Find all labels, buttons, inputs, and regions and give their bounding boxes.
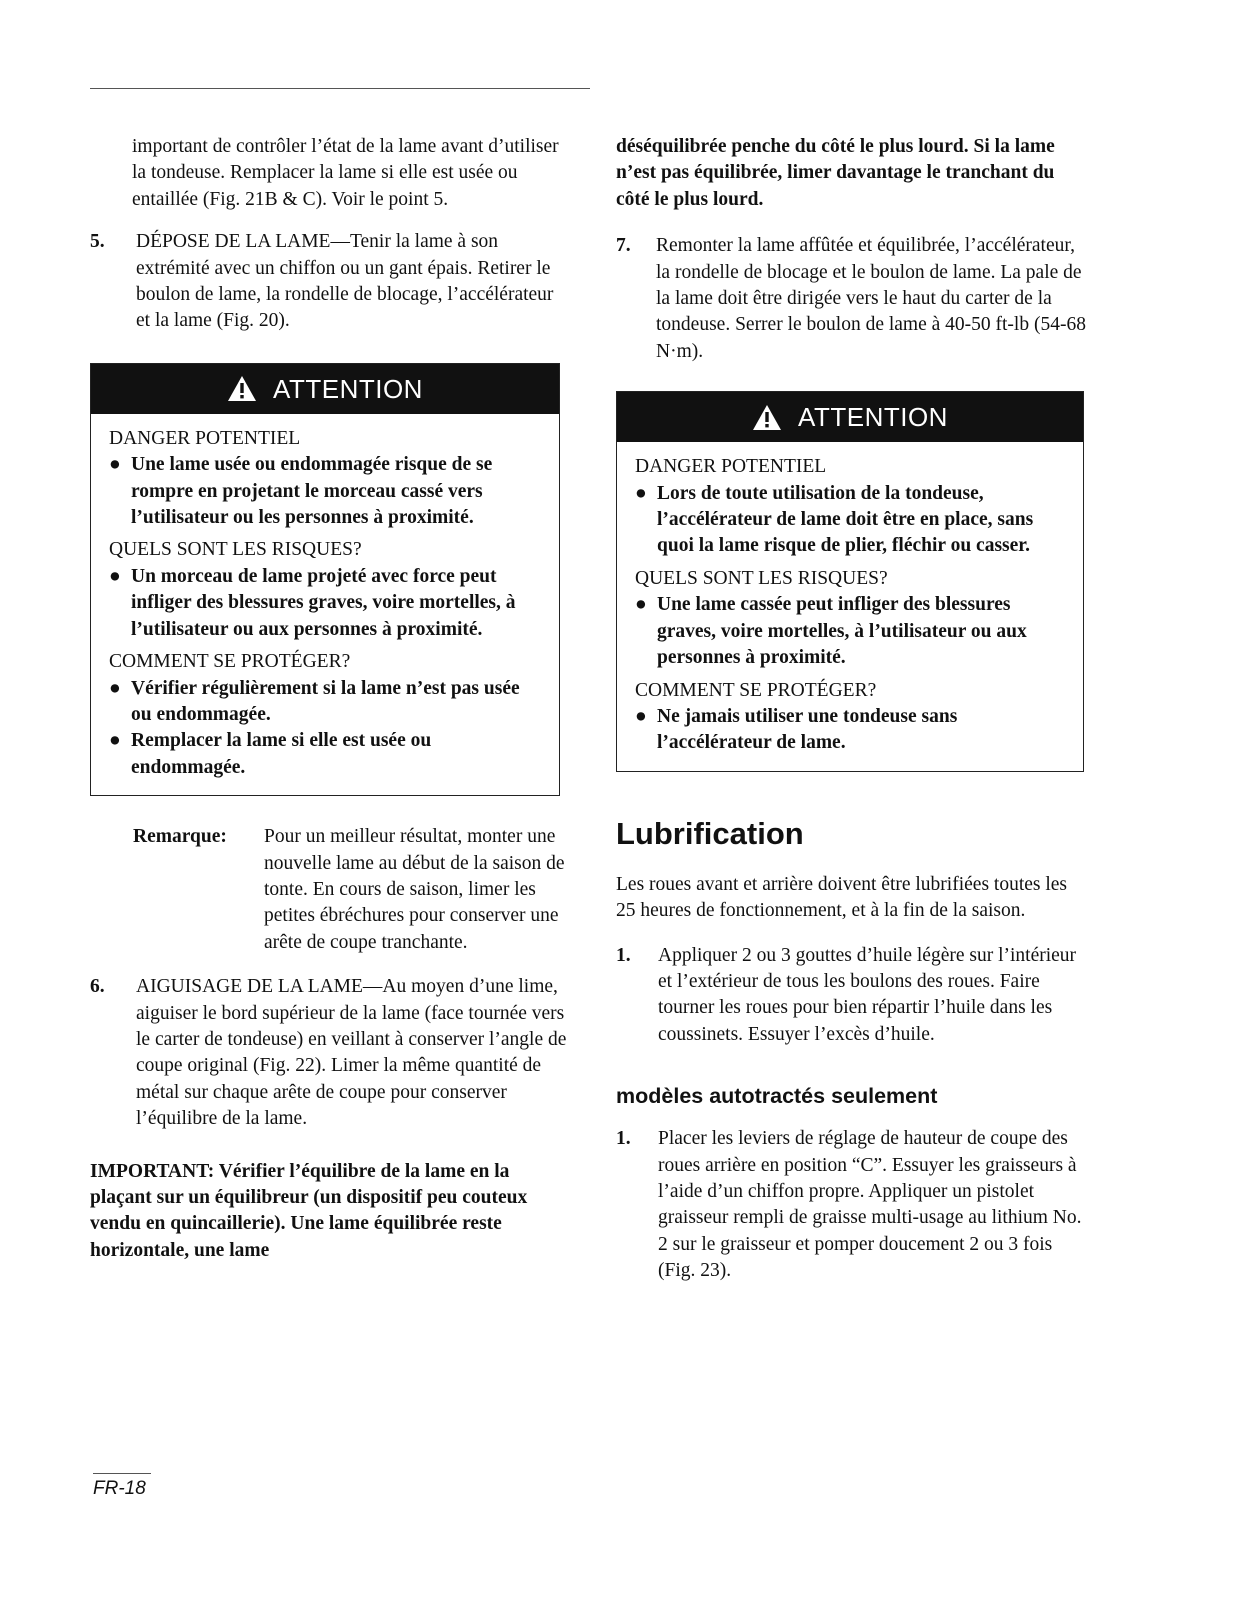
warning-header [617,392,1083,442]
warning-box [90,363,560,796]
warning-title: ATTENTION [273,373,423,404]
question-risks: QUELS SONT LES RISQUES? [109,539,362,561]
continued-bold-paragraph: déséquilibrée penche du côté le plus lourd. Si la lame n’est pas équilibrée, limer davantage le tranchant du côté le plus lourd. [616,136,1055,210]
step-text: DÉPOSE DE LA LAME—Tenir la lame à son extrémité avec un chiffon ou un gant épais. Retirer le boulon de lame, la rondelle de blocage, l’accélérateur et la lame (Fig. 20). [136,231,554,332]
bullet-item: ● Vérifier régulièrement si la lame n’est pas usée ou endommagée. [109,677,520,725]
bullet-item: ● Une lame cassée peut infliger des blessures graves, voire mortelles, à l’utilisateur ou aux personnes à proximité. [635,594,1027,669]
step-number: 1. [616,944,631,966]
important-note: IMPORTANT: Vérifier l’équilibre de la lame en la plaçant sur un équilibreur (un dispositif peu couteux vendu en quincaillerie). Une lame équilibrée reste horizontale, une lame [90,1160,528,1261]
step-7 [616,233,1090,365]
bullet-item: ● Un morceau de lame projeté avec force peut infliger des blessures graves, voire mortelles, à l’utilisateur ou aux personnes à proximité. [109,565,516,640]
warning-box [616,391,1084,771]
step-number: 7. [616,235,631,257]
question-hazard: DANGER POTENTIEL [635,456,827,478]
bullet-item: ● Remplacer la lame si elle est usée ou endommagée. [109,730,432,778]
step-text: Remonter la lame affûtée et équilibrée, l’accélérateur, la rondelle de blocage et le boulon de lame. La pale de la lame doit être dirigée vers le haut du carter de la tondeuse. Serrer le boulon de lame à 40-50 ft-lb (54-68 N·m). [656,235,1086,362]
remark-note [90,824,570,956]
bullet-item: ● Lors de toute utilisation de la tondeuse, l’accélérateur de lame doit être en place, sans quoi la lame risque de plier, fléchir ou casser. [635,482,1034,557]
warning-title: ATTENTION [798,402,948,433]
step-text: Appliquer 2 ou 3 gouttes d’huile légère sur l’intérieur et l’extérieur de tous les boulons des roues. Faire tourner les roues pour bien répartir l’huile dans les coussinets. Essuyer l’excès d’huile. [658,944,1077,1045]
top-rule [90,88,590,89]
step-5 [90,229,570,335]
step-number: 6. [90,976,105,998]
step-text: AIGUISAGE DE LA LAME—Au moyen d’une lime, aiguiser le bord supérieur de la lame (face tournée vers le carter de tondeuse) en veillant à conserver l’angle de coupe original (Fig. 22). Limer la même quantité de métal sur chaque arête de coupe pour conserver l’équilibre de la lame. [136,976,567,1130]
step-text: Placer les leviers de réglage de hauteur de coupe des roues arrière en position “C”. Essuyer les graisseurs à l’aide d’un chiffon propre. Appliquer un pistolet graisseur rempli de graisse multi-usage au lithium No. 2 sur le graisseur et pomper doucement 2 ou 3 fois (Fig. 23). [658,1128,1082,1282]
remark-label: Remarque: [133,826,227,848]
page-number: FR-18 [93,1478,146,1499]
subheading-self-propelled: modèles autotractés seulement [616,1084,938,1109]
right-column [616,134,1090,1285]
left-column [90,134,570,1264]
warning-triangle-icon [227,375,257,402]
self-propelled-step-1 [616,1126,1090,1284]
lubrication-step-1 [616,943,1090,1049]
step-number: 5. [90,231,105,253]
section-heading-lubrification: Lubrification [616,815,804,851]
warning-body [617,442,1083,770]
bullet-item: ● Ne jamais utiliser une tondeuse sans l’accélérateur de lame. [635,705,958,754]
question-protect: COMMENT SE PROTÉGER? [635,679,877,701]
step-6 [90,974,570,1132]
question-protect: COMMENT SE PROTÉGER? [109,651,351,673]
warning-body [91,414,559,795]
lubrication-paragraph: Les roues avant et arrière doivent être lubrifiées toutes les 25 heures de fonctionnement, et à la fin de la saison. [616,873,1068,922]
footer-rule [93,1473,151,1474]
warning-header [91,364,559,414]
bullet-item: ● Une lame usée ou endommagée risque de se rompre en projetant le morceau cassé vers l’utilisateur ou les personnes à proximité. [109,454,493,529]
step-number: 1. [616,1128,631,1150]
remark-text: Pour un meilleur résultat, monter une nouvelle lame au début de la saison de tonte. En cours de saison, limer les petites ébréchures pour conserver une arête de coupe tranchante. [264,826,565,953]
question-hazard: DANGER POTENTIEL [109,427,301,449]
warning-triangle-icon [752,404,782,431]
continued-paragraph: important de contrôler l’état de la lame avant d’utiliser la tondeuse. Remplacer la lame si elle est usée ou entaillée (Fig. 21B & C). Voir le point 5. [132,136,559,210]
question-risks: QUELS SONT LES RISQUES? [635,567,888,589]
